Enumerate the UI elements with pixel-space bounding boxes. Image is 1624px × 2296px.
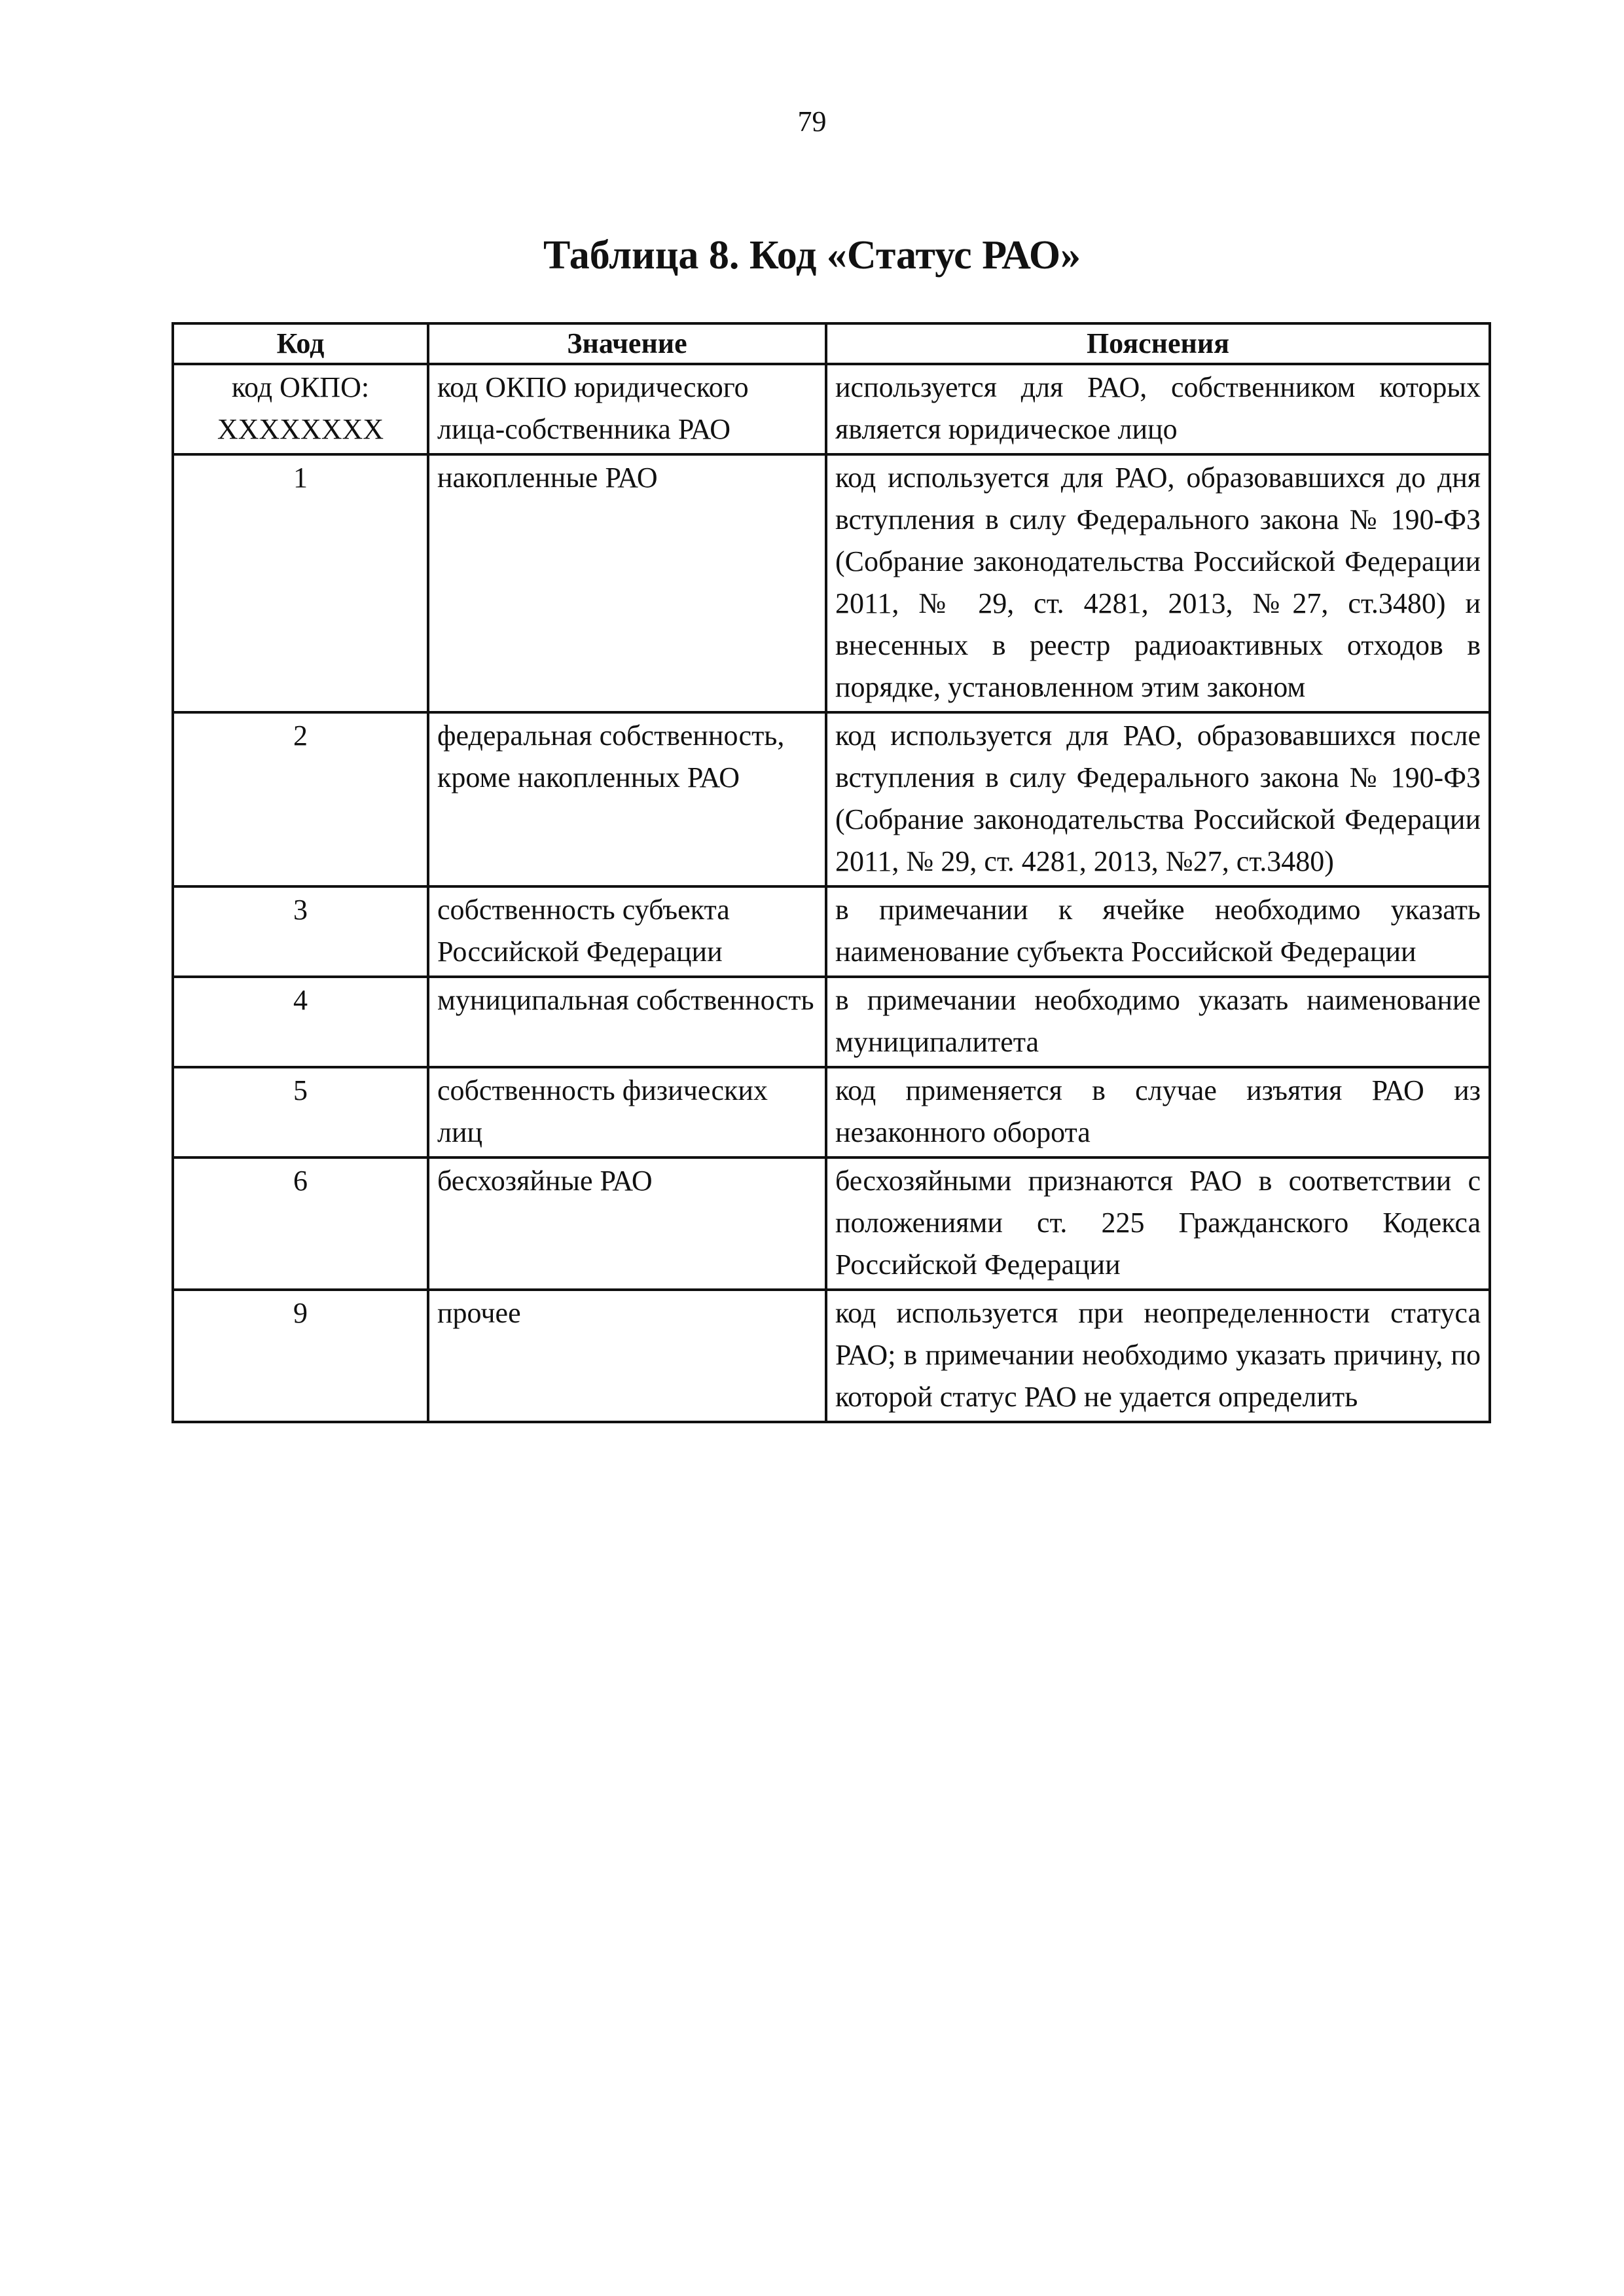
table-row <box>173 1067 1490 1157</box>
page-number: 79 <box>797 105 827 137</box>
value-cell: собственность физических лиц <box>428 1067 826 1157</box>
code-cell: код ОКПО: XXXXXXXX <box>173 364 428 454</box>
value-cell: собственность субъекта Российской Федерации <box>428 886 826 977</box>
note-cell: код используется при неопределенности статуса РАО; в примечании необходимо указать причину, по которой статус РАО не удается определить <box>826 1290 1490 1422</box>
code-cell: 5 <box>173 1067 428 1157</box>
table-row <box>173 977 1490 1067</box>
note-cell: код используется для РАО, образовавшихся после вступления в силу Федерального закона № 190-ФЗ (Собрание законодательства Российской Федерации 2011, № 29, ст. 4281, 2013, №27, ст.3480) <box>826 712 1490 886</box>
table-title: Таблица 8. Код «Статус РАО» <box>543 233 1081 278</box>
note-cell: в примечании необходимо указать наименование муниципалитета <box>826 977 1490 1067</box>
table-row <box>173 712 1490 886</box>
table-row <box>173 1290 1490 1422</box>
value-cell: муниципальная собственность <box>428 977 826 1067</box>
value-cell: код ОКПО юридического лица-собственника РАО <box>428 364 826 454</box>
note-cell: код применяется в случае изъятия РАО из незаконного оборота <box>826 1067 1490 1157</box>
code-cell: 3 <box>173 886 428 977</box>
code-cell: 2 <box>173 712 428 886</box>
header-note: Пояснения <box>826 323 1490 364</box>
status-code-table <box>171 322 1491 1423</box>
table-header-row <box>173 323 1490 364</box>
code-cell: 1 <box>173 454 428 712</box>
code-cell: 9 <box>173 1290 428 1422</box>
table-row <box>173 364 1490 454</box>
header-code: Код <box>173 323 428 364</box>
note-cell: используется для РАО, собственником которых является юридическое лицо <box>826 364 1490 454</box>
table-row <box>173 886 1490 977</box>
value-cell: прочее <box>428 1290 826 1422</box>
code-cell: 6 <box>173 1157 428 1290</box>
table-row <box>173 454 1490 712</box>
value-cell: накопленные РАО <box>428 454 826 712</box>
note-cell: в примечании к ячейке необходимо указать наименование субъекта Российской Федерации <box>826 886 1490 977</box>
header-value: Значение <box>428 323 826 364</box>
note-cell: код используется для РАО, образовавшихся до дня вступления в силу Федерального закона № 190-ФЗ (Собрание законодательства Российской Федерации 2011, № 29, ст. 4281, 2013, №27, ст.3480) и внесенных в реестр радиоактивных отходов в порядке, установленном этим законом <box>826 454 1490 712</box>
code-cell: 4 <box>173 977 428 1067</box>
table-row <box>173 1157 1490 1290</box>
note-cell: бесхозяйными признаются РАО в соответствии с положениями ст. 225 Гражданского Кодекса Российской Федерации <box>826 1157 1490 1290</box>
value-cell: бесхозяйные РАО <box>428 1157 826 1290</box>
value-cell: федеральная собственность, кроме накопленных РАО <box>428 712 826 886</box>
